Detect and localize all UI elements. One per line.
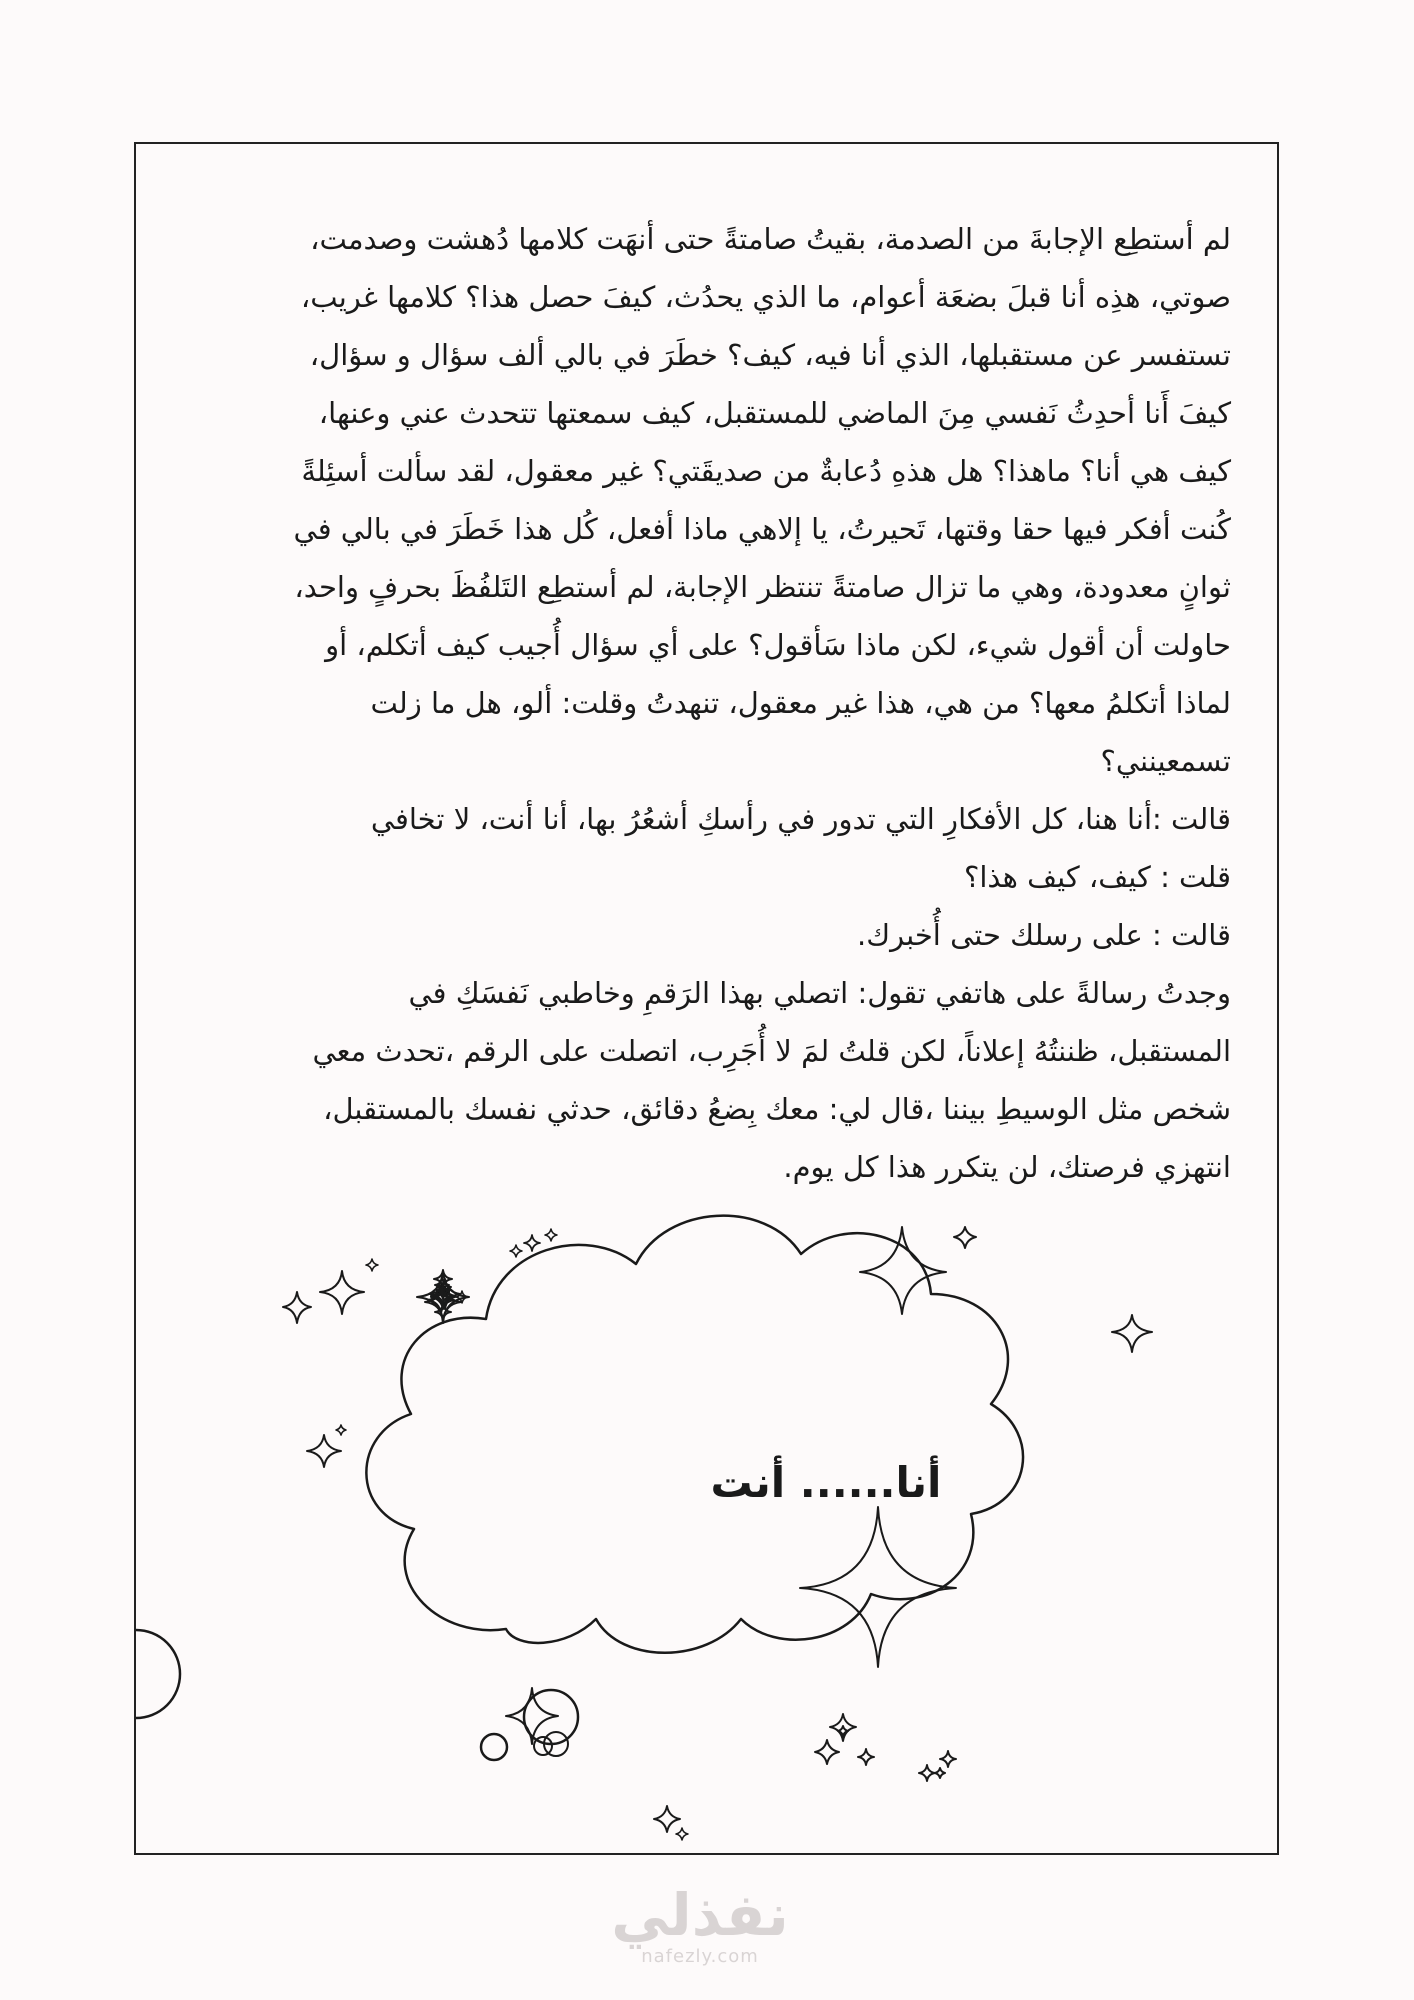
sparkle-icon: [437, 1285, 449, 1297]
story-line: صوتي، هذِه أنا قبلَ بضعَة أعوام، ما الذي يحدُث، كيفَ حصل هذا؟ كلامها غريب،: [300, 280, 1231, 314]
story-line: تسمعينني؟: [1100, 744, 1231, 778]
sparkle-icon: [336, 1425, 346, 1435]
thought-bubble-small: [481, 1734, 507, 1760]
sparkle-icon: [432, 1285, 454, 1307]
story-line: لم أستطِع الإجابةَ من الصدمة، بقيتُ صامتةً حتى أنهَت كلامها دُهشت وصدمت،: [310, 222, 1231, 256]
sparkle-icon: [437, 1284, 449, 1296]
thought-bubble-medium: [524, 1690, 578, 1744]
sparkle-icon: [506, 1688, 558, 1744]
story-line: كُنت أفكر فيها حقا وقتها، تَحيرتُ، يا إلاهي ماذا أفعل، كُل هذا خَطَرَ في بالي في: [293, 512, 1231, 546]
sparkle-icon: [437, 1285, 449, 1297]
sparkle-icon: [940, 1751, 956, 1767]
sparkle-icon: [676, 1828, 688, 1840]
sparkle-icon: [510, 1245, 522, 1257]
sparkle-dot: [534, 1737, 552, 1755]
watermark-logo: [600, 1881, 800, 1969]
page-frame: [134, 142, 1279, 1855]
sparkle-icon: [437, 1287, 449, 1299]
sparkle-icon: [435, 1304, 451, 1320]
sparkle-icon: [437, 1285, 449, 1297]
sparkle-icon: [428, 1287, 454, 1313]
sparkle-icon: [437, 1285, 449, 1297]
story-line: حاولت أن أقول شيء، لكن ماذا سَأقول؟ على أي سؤال أُجيب كيف أتكلم، أو: [325, 628, 1231, 662]
sparkle-dot: [544, 1732, 568, 1756]
sparkle-icon: [437, 1285, 449, 1297]
sparkle-icon: [435, 1278, 449, 1292]
sparkle-icon: [431, 1284, 455, 1308]
sparkle-icon: [654, 1806, 680, 1832]
sparkle-icon: [935, 1768, 945, 1778]
sparkle-icon: [830, 1714, 856, 1741]
sparkle-icon: [838, 1726, 848, 1736]
sparkle-icon: [524, 1235, 540, 1251]
story-line: كيفَ أَنا أحدِثُ نَفسي مِنَ الماضي للمستقبل، كيف سمعتها تتحدث عني وعنها،: [318, 396, 1231, 430]
story-line: شخص مثل الوسيطِ بيننا ،قال لي: معك بِضعُ دقائق، حدثي نفسك بالمستقبل،: [323, 1092, 1231, 1126]
sparkle-icon: [366, 1259, 378, 1271]
sparkle-icon: [437, 1285, 449, 1297]
sparkle-icon: [320, 1271, 364, 1314]
sparkle-icon: [434, 1270, 452, 1288]
sparkle-icon: [417, 1271, 469, 1323]
sparkle-icon: [437, 1285, 449, 1297]
sparkle-icon: [434, 1289, 450, 1305]
sparkle-icon: [283, 1292, 311, 1323]
sparkle-icon: [307, 1435, 341, 1467]
sparkle-icon: [437, 1285, 449, 1297]
sparkle-icon: [437, 1285, 449, 1297]
sparkle-icon: [430, 1279, 460, 1309]
sparkle-icon: [1112, 1315, 1152, 1352]
story-line: قالت : على رسلك حتى أُخبرك.: [857, 918, 1231, 952]
sparkle-icon: [437, 1285, 449, 1297]
watermark-url: nafezly.com: [641, 1946, 759, 1967]
sparkle-icon: [437, 1280, 451, 1294]
sparkle-icon: [437, 1285, 449, 1297]
sparkle-icon: [437, 1286, 449, 1298]
sparkle-icon: [437, 1285, 449, 1297]
story-line: المستقبل، ظننتُهُ إعلاناً، لكن قلتُ لمَ لا أُجَرِب، اتصلت على الرقم ،تحدث معي: [312, 1034, 1231, 1068]
sparkle-icon: [800, 1507, 956, 1667]
sparkle-icon: [437, 1285, 449, 1297]
sparkle-icon: [860, 1227, 946, 1314]
sparkle-icon: [919, 1765, 935, 1781]
sparkle-icon: [545, 1229, 557, 1241]
story-line: قالت :أنا هنا، كل الأفكارِ التي تدور في رأسكِ أشعُرُ بها، أنا أنت، لا تخافي: [370, 802, 1231, 836]
sparkle-icon: [437, 1285, 449, 1297]
sparkle-icon: [425, 1286, 461, 1320]
watermark-name: نفذلي: [611, 1881, 789, 1949]
story-line: انتهزي فرصتك، لن يتكرر هذا كل يوم.: [783, 1150, 1231, 1184]
story-line: وجدتُ رسالةً على هاتفي تقول: اتصلي بهذا الرَقمِ وخاطبي نَفسَكِ في: [408, 976, 1231, 1010]
sparkle-icon: [858, 1749, 874, 1765]
sparkle-icon: [431, 1285, 455, 1309]
story-line: لماذا أتكلمُ معها؟ من هي، هذا غير معقول، تنهدتُ وقلت: ألو، هل ما زلت: [370, 686, 1231, 720]
sparkle-icon: [456, 1291, 468, 1303]
sparkle-icon: [815, 1740, 839, 1764]
thought-cloud: [366, 1216, 1023, 1653]
story-line: ثوانٍ معدودة، وهي ما تزال صامتةً تنتظر الإجابة، لم أستطِع التَلفُظَ بحرفٍ واحد،: [294, 570, 1231, 604]
story-line: تستفسر عن مستقبلها، الذي أنا فيه، كيف؟ خطَرَ في بالي ألف سؤال و سؤال،: [309, 338, 1231, 372]
story-text: [191, 210, 1231, 1196]
sparkle-icon: [954, 1227, 976, 1248]
sparkle-icon: [437, 1285, 449, 1297]
story-line: كيف هي أنا؟ ماهذا؟ هل هذهِ دُعابةٌ من صديقَتي؟ غير معقول، لقد سألت أسئِلةً: [301, 454, 1231, 488]
thought-bubble-large: [136, 1630, 180, 1718]
sparkle-icon: [437, 1285, 449, 1297]
story-line: قلت : كيف، كيف هذا؟: [963, 860, 1231, 894]
sparkle-icon: [437, 1285, 449, 1297]
sparkle-icon: [437, 1285, 449, 1297]
sparkle-icon: [437, 1285, 449, 1297]
cloud-label: أنا...... أنت: [710, 1458, 942, 1507]
